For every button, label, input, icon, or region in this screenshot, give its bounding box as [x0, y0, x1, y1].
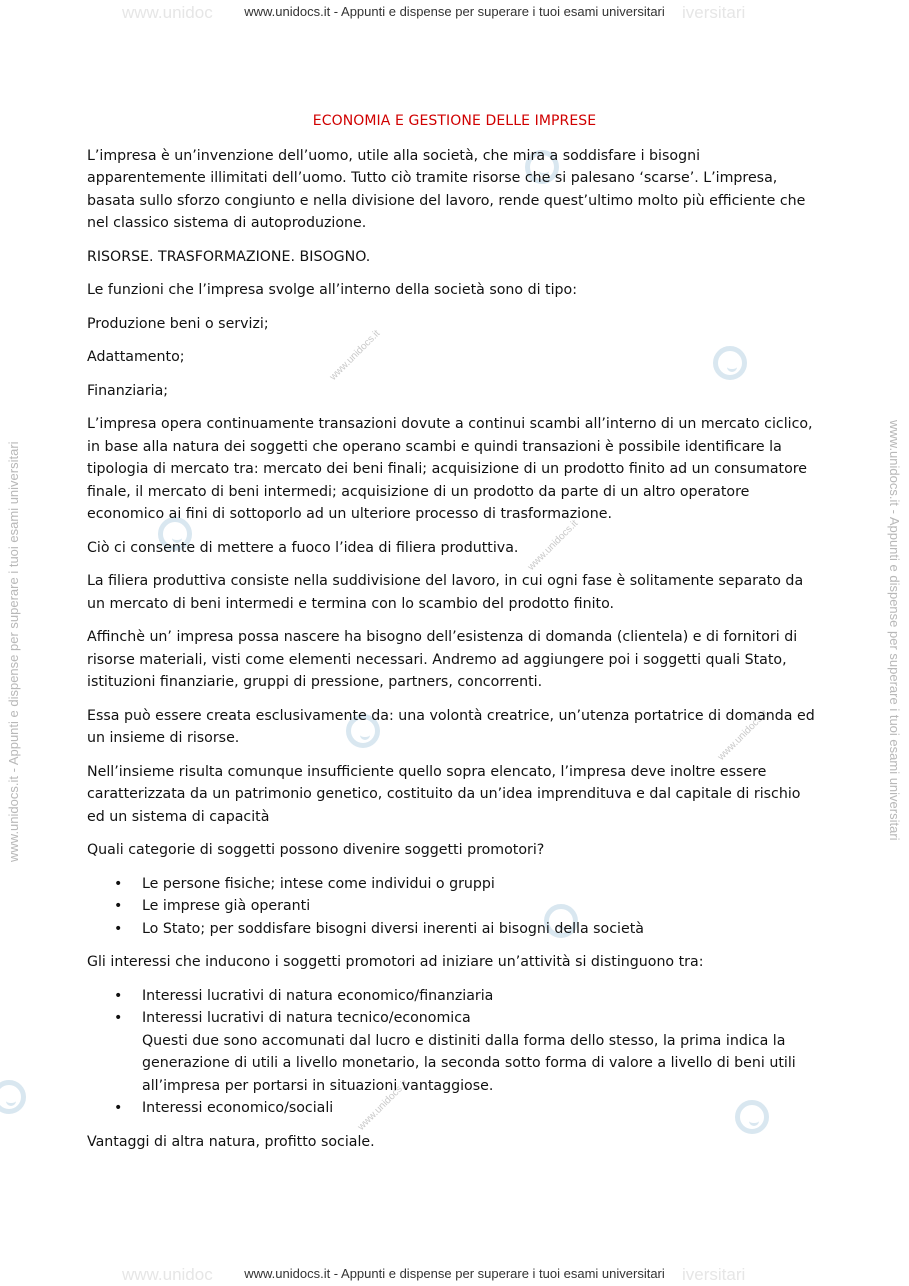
diagonal-watermark: www.unidocs.it [715, 708, 771, 763]
paragraph: La filiera produttiva consiste nella suddivisione del lavoro, in cui ogni fase è solitamente separato da un mercato di beni intermedi e termina con lo scambio del prodotto finito. [87, 573, 804, 612]
paragraph: Essa può essere creata esclusivamente da: una volontà creatrice, un’utenza portatrice di domanda ed un insieme di risorse. [87, 707, 815, 746]
list-item-text: Interessi economico/sociali [142, 1100, 334, 1116]
right-side-watermark: www.unidocs.it - Appunti e dispense per superare i tuoi esami universitari [887, 420, 902, 841]
paragraph: Ciò ci consente di mettere a fuoco l’idea di filiera produttiva. [87, 539, 519, 556]
promoters-list [87, 873, 822, 941]
paragraph: L’impresa opera continuamente transazioni dovute a continui scambi all’interno di un mercato ciclico, in base alla natura dei soggetti che operano scambi e quindi transazioni è possibile identificare la tipologia di mercato tra: mercato dei beni finali; acquisizione di un prodotto finito ad un consumatore finale, il mercato di beni intermedi; acquisizione di un prodotto da parte di un altro operatore economico ai fini di sottoporlo ad un ulteriore processo di trasformazione. [87, 416, 813, 522]
document-title: ECONOMIA E GESTIONE DELLE IMPRESE [312, 113, 597, 129]
left-side-watermark: www.unidocs.it - Appunti e dispense per superare i tuoi esami universitari [6, 441, 21, 862]
paragraph: Produzione beni o servizi; [87, 315, 269, 332]
paragraph: Nell’insieme risulta comunque insufficiente quello sopra elencato, l’impresa deve inoltre essere caratterizzata da un patrimonio genetico, costituito da un’idea imprendituva e dal capitale di rischio ed un sistema di capacità [87, 763, 801, 825]
diagonal-watermark: www.unidocs.it [525, 518, 581, 573]
list-item [87, 1007, 822, 1097]
list-item [87, 1097, 822, 1120]
unidocs-logo-icon [0, 1080, 26, 1114]
document-body [87, 110, 822, 1164]
list-item-text: Le persone fisiche; intese come individui o gruppi [142, 875, 495, 892]
bullet-icon: • [114, 898, 123, 914]
bullet-icon: • [114, 1100, 123, 1116]
list-item-text: Lo Stato; per soddisfare bisogni diversi inerenti ai bisogni della società [142, 920, 644, 937]
list-item [87, 873, 822, 896]
paragraph: Le funzioni che l’impresa svolge all’interno della società sono di tipo: [87, 282, 578, 298]
paragraph: Quali categorie di soggetti possono divenire soggetti promotori? [87, 842, 545, 858]
header-watermark: www.unidocs.it - Appunti e dispense per superare i tuoi esami universitari [244, 4, 665, 19]
watermark-faint-left: www.unidoc [122, 3, 213, 22]
paragraph: Gli interessi che inducono i soggetti promotori ad iniziare un’attività si distinguono tra: [87, 954, 704, 970]
bullet-icon: • [114, 875, 123, 892]
list-item-note: Questi due sono accomunati dal lucro e distiniti dalla forma dello stesso, la prima indica la generazione di utili a livello monetario, la seconda sotto forma di valore a livello di beni utili all’impresa per portarsi in situazioni vantaggiose. [142, 1032, 796, 1094]
bullet-icon: • [114, 920, 123, 937]
diagonal-watermark: www.unidocs.it [355, 1078, 411, 1133]
list-item-text: Interessi lucrativi di natura economico/finanziaria [142, 987, 494, 1004]
bullet-icon: • [114, 987, 123, 1004]
watermark-faint-right: iversitari [682, 3, 746, 22]
paragraph: RISORSE. TRASFORMAZIONE. BISOGNO. [87, 248, 371, 265]
paragraph: Affinchè un’ impresa possa nascere ha bisogno dell’esistenza di domanda (clientela) e di fornitori di risorse materiali, visti come elementi necessari. Andremo ad aggiungere poi i soggetti quali Stato, istituzioni finanziarie, gruppi di pressione, partners, concorrenti. [87, 629, 798, 690]
list-item [87, 895, 822, 918]
diagonal-watermark: www.unidocs.it [327, 328, 383, 383]
footer-watermark: www.unidocs.it - Appunti e dispense per superare i tuoi esami universitari [244, 1266, 665, 1281]
paragraph: Adattamento; [87, 349, 185, 365]
paragraph: L’impresa è un’invenzione dell’uomo, utile alla società, che mira a soddisfare i bisogni apparentemente illimitati dell’uomo. Tutto ciò tramite risorse che si palesano ‘scarse’. L’impresa, basata sullo sforzo congiunto e nella divisione del lavoro, rende quest’ultimo molto più efficiente che nel classico sistema di autoproduzione. [87, 147, 806, 231]
paragraph: Vantaggi di altra natura, profitto sociale. [87, 1133, 375, 1150]
watermark-faint-right-bottom: iversitari [682, 1265, 746, 1284]
list-item [87, 985, 822, 1008]
list-item-text: Le imprese già operanti [142, 898, 311, 914]
bullet-icon: • [114, 1010, 123, 1026]
watermark-faint-left-bottom: www.unidoc [122, 1265, 213, 1284]
list-item-text: Interessi lucrativi di natura tecnico/economica [142, 1010, 471, 1026]
paragraph: Finanziaria; [87, 382, 169, 399]
list-item [87, 918, 822, 941]
interests-list [87, 985, 822, 1120]
